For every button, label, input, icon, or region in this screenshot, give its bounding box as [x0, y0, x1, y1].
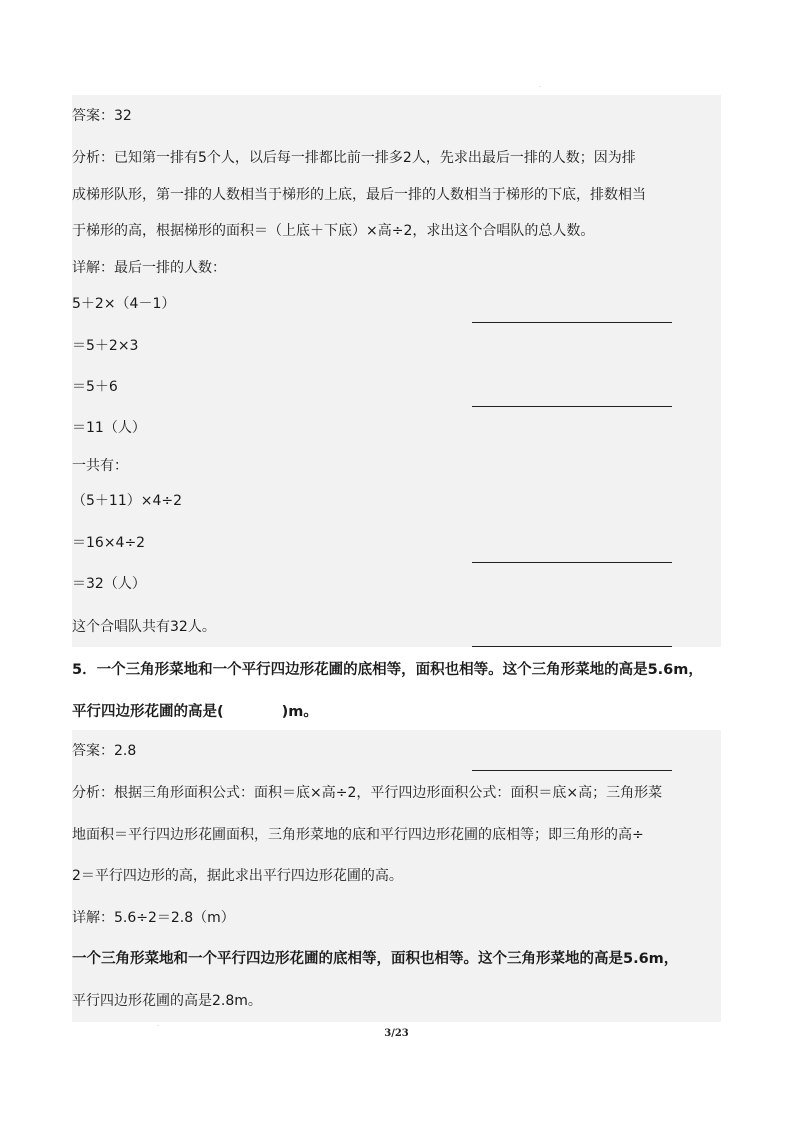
calc-step-3: ＝5＋6 — [72, 379, 118, 395]
solution-4-background — [72, 95, 721, 647]
question-5-line-2 — [72, 702, 732, 722]
answer-rule-line — [472, 322, 672, 323]
calc-step-5: （5＋11）×4÷2 — [72, 493, 182, 509]
calc-step-6: ＝16×4÷2 — [72, 535, 146, 551]
analysis-4-line-2: 成梯形队形，第一排的人数相当于梯形的上底，最后一排的人数相当于梯形的下底，排数相当 — [72, 187, 646, 203]
question-5-text-after-blank: )m。 — [281, 704, 318, 720]
question-5-line-1: 5．一个三角形菜地和一个平行四边形花圃的底相等，面积也相等。这个三角形菜地的高是5.6m， — [72, 662, 703, 678]
scan-dot: · — [539, 84, 541, 91]
answer-rule-line — [472, 406, 672, 407]
question-5-text-before-blank: 平行四边形花圃的高是( — [72, 704, 224, 720]
answer-rule-line — [472, 646, 672, 647]
detail-5: 详解：5.6÷2＝2.8（m） — [72, 910, 235, 926]
calc-step-1: 5＋2×（4－1） — [72, 296, 176, 312]
page-number: 3/23 — [384, 1028, 409, 1039]
analysis-4-line-1: 分析：已知第一排有5个人，以后每一排都比前一排多2人，先求出最后一排的人数；因为排 — [72, 150, 636, 166]
conclusion-5-line-2: 平行四边形花圃的高是2.8m。 — [72, 993, 262, 1009]
calc-step-4: ＝11（人） — [72, 420, 146, 436]
analysis-5-line-1: 分析：根据三角形面积公式：面积＝底×高÷2，平行四边形面积公式：面积＝底×高；三角形菜 — [72, 785, 663, 801]
conclusion-5-line-1: 一个三角形菜地和一个平行四边形花圃的底相等，面积也相等。这个三角形菜地的高是5.6m， — [72, 951, 679, 967]
detail-4-intro: 详解：最后一排的人数： — [72, 260, 226, 276]
answer-5: 答案：2.8 — [72, 743, 137, 759]
answer-rule-line — [472, 770, 672, 771]
calc-step-7: ＝32（人） — [72, 576, 146, 592]
analysis-5-line-2: 地面积＝平行四边形花圃面积，三角形菜地的底和平行四边形花圃的底相等；即三角形的高÷ — [72, 827, 644, 843]
total-intro: 一共有： — [72, 458, 128, 474]
conclusion-4: 这个合唱队共有32人。 — [72, 619, 216, 635]
analysis-4-line-3: 于梯形的高，根据梯形的面积＝（上底＋下底）×高÷2，求出这个合唱队的总人数。 — [72, 223, 595, 239]
analysis-5-line-3: 2＝平行四边形的高，据此求出平行四边形花圃的高。 — [72, 868, 403, 884]
scan-dot: · — [157, 1023, 159, 1030]
answer-rule-line — [472, 562, 672, 563]
calc-step-2: ＝5＋2×3 — [72, 338, 139, 354]
answer-4: 答案：32 — [72, 108, 132, 124]
